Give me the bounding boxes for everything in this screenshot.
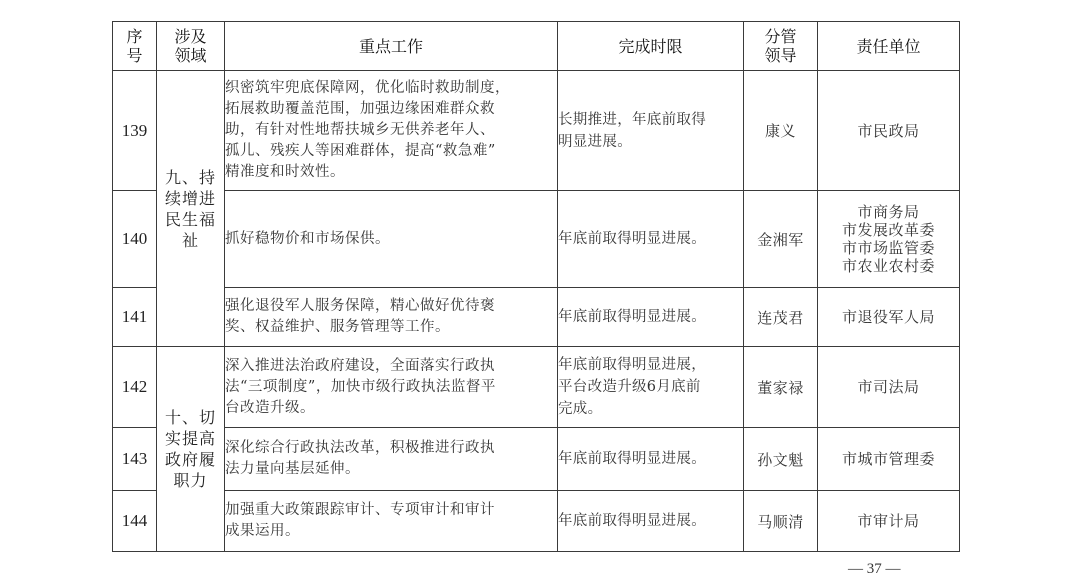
work-cell: 深入推进法治政府建设，全面落实行政执 法“三项制度”，加快市级行政执法监督平 台改造升级。 bbox=[225, 347, 558, 428]
header-leader: 分管 领导 bbox=[744, 22, 818, 71]
header-unit: 责任单位 bbox=[818, 22, 960, 71]
work-cell: 织密筑牢兜底保障网，优化临时救助制度， 拓展救助覆盖范围，加强边缘困难群众救 助，有针对性地帮扶城乡无供养老年人、 孤儿、残疾人等困难群体，提高“救急难” 精准度和时效性。 bbox=[225, 71, 558, 191]
header-field: 涉及 领域 bbox=[157, 22, 225, 71]
table-row bbox=[113, 428, 960, 491]
row-number: 143 bbox=[113, 428, 157, 491]
work-cell: 抓好稳物价和市场保供。 bbox=[225, 191, 558, 288]
leader-cell: 孙文魁 bbox=[744, 428, 818, 491]
leader-cell: 连茂君 bbox=[744, 288, 818, 347]
deadline-cell: 年底前取得明显进展， 平台改造升级6月底前 完成。 bbox=[558, 347, 744, 428]
leader-cell: 董家禄 bbox=[744, 347, 818, 428]
row-number: 141 bbox=[113, 288, 157, 347]
leader-cell: 康义 bbox=[744, 71, 818, 191]
work-cell: 强化退役军人服务保障，精心做好优待褒 奖、权益维护、服务管理等工作。 bbox=[225, 288, 558, 347]
deadline-cell: 长期推进，年底前取得 明显进展。 bbox=[558, 71, 744, 191]
table-row bbox=[113, 191, 960, 288]
deadline-cell: 年底前取得明显进展。 bbox=[558, 191, 744, 288]
table-row bbox=[113, 71, 960, 191]
table-row bbox=[113, 491, 960, 552]
header-work: 重点工作 bbox=[225, 22, 558, 71]
row-number: 140 bbox=[113, 191, 157, 288]
deadline-cell: 年底前取得明显进展。 bbox=[558, 288, 744, 347]
unit-cell: 市退役军人局 bbox=[818, 288, 960, 347]
unit-cell: 市司法局 bbox=[818, 347, 960, 428]
work-table bbox=[112, 21, 960, 552]
work-cell: 加强重大政策跟踪审计、专项审计和审计 成果运用。 bbox=[225, 491, 558, 552]
deadline-cell: 年底前取得明显进展。 bbox=[558, 491, 744, 552]
table-row bbox=[113, 288, 960, 347]
leader-cell: 马顺清 bbox=[744, 491, 818, 552]
work-cell: 深化综合行政执法改革，积极推进行政执 法力量向基层延伸。 bbox=[225, 428, 558, 491]
row-number: 144 bbox=[113, 491, 157, 552]
unit-cell: 市审计局 bbox=[818, 491, 960, 552]
table-row bbox=[113, 347, 960, 428]
header-deadline: 完成时限 bbox=[558, 22, 744, 71]
field-cell: 十、切 实提高 政府履 职力 bbox=[157, 347, 225, 552]
unit-cell: 市城市管理委 bbox=[818, 428, 960, 491]
field-cell: 九、持 续增进 民生福 祉 bbox=[157, 71, 225, 347]
header-seq: 序 号 bbox=[113, 22, 157, 71]
leader-cell: 金湘军 bbox=[744, 191, 818, 288]
unit-cell: 市商务局 市发展改革委 市市场监管委 市农业农村委 bbox=[818, 191, 960, 288]
table-header-row bbox=[113, 22, 960, 71]
unit-cell: 市民政局 bbox=[818, 71, 960, 191]
row-number: 142 bbox=[113, 347, 157, 428]
deadline-cell: 年底前取得明显进展。 bbox=[558, 428, 744, 491]
row-number: 139 bbox=[113, 71, 157, 191]
page-number: — 37 — bbox=[848, 561, 901, 577]
